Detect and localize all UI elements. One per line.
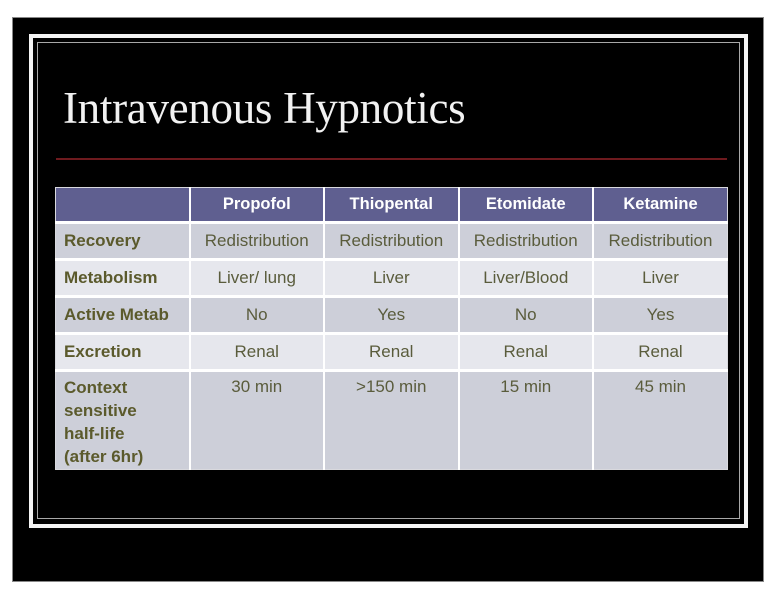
table-row-context-sensitive-half-life <box>56 371 728 470</box>
table-cell: Liver <box>593 260 728 297</box>
table-cell: Renal <box>593 334 728 371</box>
table-cell: Liver/Blood <box>459 260 594 297</box>
table-cell: Yes <box>593 297 728 334</box>
table-cell: Liver <box>324 260 459 297</box>
row-label-line: Context <box>64 378 128 397</box>
table-row-recovery <box>56 223 728 260</box>
row-label <box>56 371 190 470</box>
table-cell: Renal <box>190 334 325 371</box>
table-cell: Liver/ lung <box>190 260 325 297</box>
row-label-line: half-life <box>64 424 125 443</box>
header-ketamine: Ketamine <box>593 188 728 223</box>
table-cell: No <box>190 297 325 334</box>
table-cell: No <box>459 297 594 334</box>
table-cell: Redistribution <box>190 223 325 260</box>
row-label-line: sensitive <box>64 401 137 420</box>
table-cell: Redistribution <box>593 223 728 260</box>
slide-title: Intravenous Hypnotics <box>63 83 466 133</box>
table-cell: 45 min <box>593 371 728 470</box>
row-label: Metabolism <box>56 260 190 297</box>
table-cell: 15 min <box>459 371 594 470</box>
table-header-row <box>56 188 728 223</box>
row-label: Excretion <box>56 334 190 371</box>
header-propofol: Propofol <box>190 188 325 223</box>
table-row-excretion <box>56 334 728 371</box>
table-cell: Yes <box>324 297 459 334</box>
table-row-metabolism <box>56 260 728 297</box>
table-row-active-metab <box>56 297 728 334</box>
table-cell: >150 min <box>324 371 459 470</box>
table-cell: Renal <box>459 334 594 371</box>
table-cell: 30 min <box>190 371 325 470</box>
table-cell: Redistribution <box>459 223 594 260</box>
table-cell: Renal <box>324 334 459 371</box>
title-divider <box>56 158 727 160</box>
row-label: Recovery <box>56 223 190 260</box>
header-thiopental: Thiopental <box>324 188 459 223</box>
row-label-line: (after 6hr) <box>64 447 144 466</box>
table-cell: Redistribution <box>324 223 459 260</box>
header-etomidate: Etomidate <box>459 188 594 223</box>
header-corner-cell <box>56 188 190 223</box>
row-label: Active Metab <box>56 297 190 334</box>
hypnotics-table <box>55 187 728 470</box>
